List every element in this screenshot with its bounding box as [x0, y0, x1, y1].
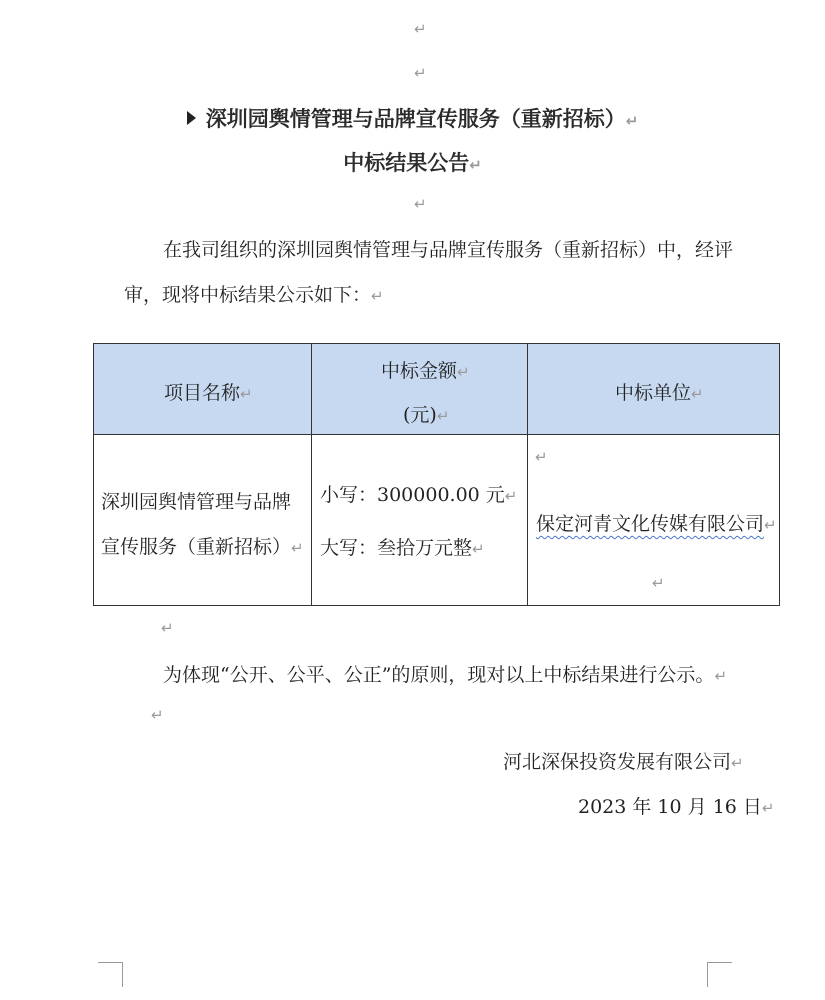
- title-line-1: 深圳园舆情管理与品牌宣传服务（重新招标）: [205, 107, 626, 131]
- header-cell-amount: 中标金额↵ (元)↵: [312, 344, 528, 435]
- page-corner-mark: [707, 962, 732, 987]
- document-subtitle: 中标结果公告↵: [343, 151, 482, 175]
- header-cell-winner: 中标单位↵: [528, 344, 780, 435]
- cell-winner: ↵ 保定河青文化传媒有限公司↵ ↵: [528, 435, 780, 606]
- header-cell-project: 项目名称↵: [94, 344, 312, 435]
- page-corner-mark: [98, 962, 123, 987]
- paragraph-mark: ↵: [414, 64, 427, 82]
- company-name: 河北深保投资发展有限公司↵: [503, 751, 744, 773]
- closing-paragraph: 为体现“公开、公平、公正”的原则，现对以上中标结果进行公示。↵: [163, 664, 728, 686]
- result-table: [93, 343, 780, 606]
- intro-paragraph-line-2: 审，现将中标结果公示如下：↵: [124, 284, 384, 306]
- cell-amount: 小写：300000.00 元↵ 大写：叁拾万元整↵: [312, 435, 528, 606]
- paragraph-mark: ↵: [414, 20, 427, 38]
- table-row: [94, 435, 780, 606]
- collapse-triangle-icon[interactable]: [187, 111, 196, 125]
- document-title: 深圳园舆情管理与品牌宣传服务（重新招标）↵: [0, 103, 825, 133]
- paragraph-mark: ↵: [414, 195, 427, 213]
- issue-date: 2023 年 10 月 16 日↵: [578, 796, 775, 818]
- title-line-2: 中标结果公告: [343, 151, 470, 175]
- intro-paragraph-line-1: 在我司组织的深圳园舆情管理与品牌宣传服务（重新招标）中，经评: [163, 239, 734, 261]
- table-header-row: [94, 344, 780, 435]
- cell-project-name: 深圳园舆情管理与品牌 宣传服务（重新招标）↵: [94, 435, 312, 606]
- winner-name: 保定河青文化传媒有限公司: [536, 513, 765, 535]
- paragraph-mark: ↵: [161, 619, 174, 637]
- paragraph-mark: ↵: [151, 706, 164, 724]
